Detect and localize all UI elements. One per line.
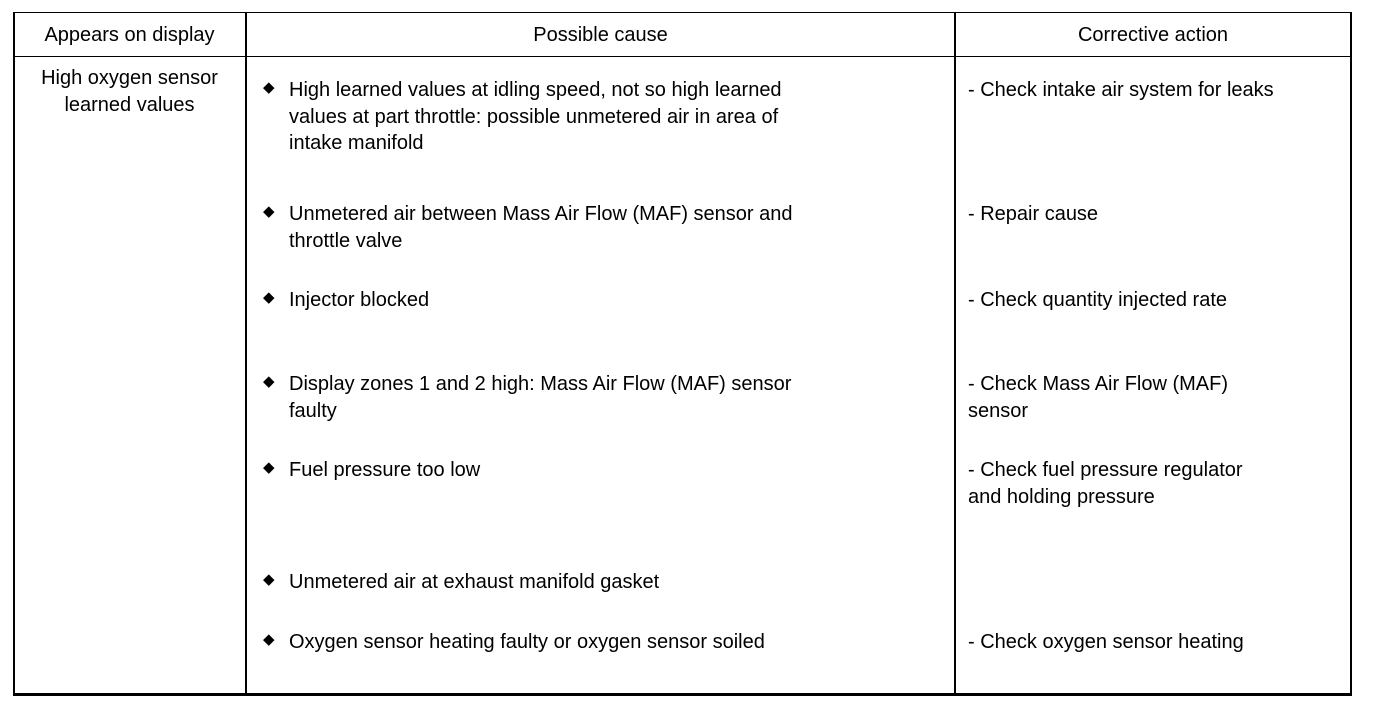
cause-item <box>289 287 429 314</box>
action-line: - Repair cause <box>968 203 1099 225</box>
display-line: learned values <box>64 93 195 116</box>
action-line: sensor <box>968 399 1029 422</box>
cause-line: intake manifold <box>289 132 424 154</box>
cause-line: throttle valve <box>289 229 403 252</box>
diamond-bullet-icon: ◆ <box>263 631 275 648</box>
diamond-bullet-icon: ◆ <box>263 373 275 390</box>
cause-line: values at part throttle: possible unmetered air in area of <box>289 105 779 128</box>
cause-line: Display zones 1 and 2 high: Mass Air Flow (MAF) sensor <box>289 373 792 395</box>
header-appears-on-display: Appears on display <box>44 24 215 46</box>
cause-item <box>289 569 659 596</box>
diamond-bullet-icon: ◆ <box>263 289 275 306</box>
cause-item <box>289 201 793 254</box>
action-line: - Check fuel pressure regulator <box>968 459 1243 481</box>
action-line: - Check oxygen sensor heating <box>968 631 1244 653</box>
action-line: and holding pressure <box>968 485 1155 508</box>
cause-item <box>289 77 782 157</box>
action-line: - Check Mass Air Flow (MAF) <box>968 373 1229 395</box>
cause-item <box>289 457 480 484</box>
header-divider <box>13 56 1350 57</box>
column-divider <box>954 12 956 694</box>
cause-item <box>289 629 765 656</box>
diamond-bullet-icon: ◆ <box>263 79 275 96</box>
cause-line: Fuel pressure too low <box>289 459 481 481</box>
action-item <box>968 201 1098 228</box>
action-item <box>968 371 1228 424</box>
header-possible-cause: Possible cause <box>533 24 668 46</box>
cause-line: Oxygen sensor heating faulty or oxygen sensor soiled <box>289 631 765 653</box>
cause-line: faulty <box>289 399 337 422</box>
cause-line: Unmetered air between Mass Air Flow (MAF) sensor and <box>289 203 793 225</box>
cause-line: Injector blocked <box>289 289 430 311</box>
display-cell <box>13 65 246 118</box>
header-corrective-action: Corrective action <box>1077 24 1229 46</box>
action-line: - Check intake air system for leaks <box>968 79 1274 101</box>
diamond-bullet-icon: ◆ <box>263 459 275 476</box>
action-item <box>968 287 1227 314</box>
cause-line: High learned values at idling speed, not so high learned <box>289 79 782 101</box>
diamond-bullet-icon: ◆ <box>263 571 275 588</box>
action-item <box>968 457 1243 510</box>
cause-line: Unmetered air at exhaust manifold gasket <box>289 571 660 593</box>
action-line: - Check quantity injected rate <box>968 289 1228 311</box>
action-item <box>968 77 1274 104</box>
action-item <box>968 629 1244 656</box>
cause-item <box>289 371 791 424</box>
display-line: High oxygen sensor <box>41 67 218 89</box>
diamond-bullet-icon: ◆ <box>263 203 275 220</box>
